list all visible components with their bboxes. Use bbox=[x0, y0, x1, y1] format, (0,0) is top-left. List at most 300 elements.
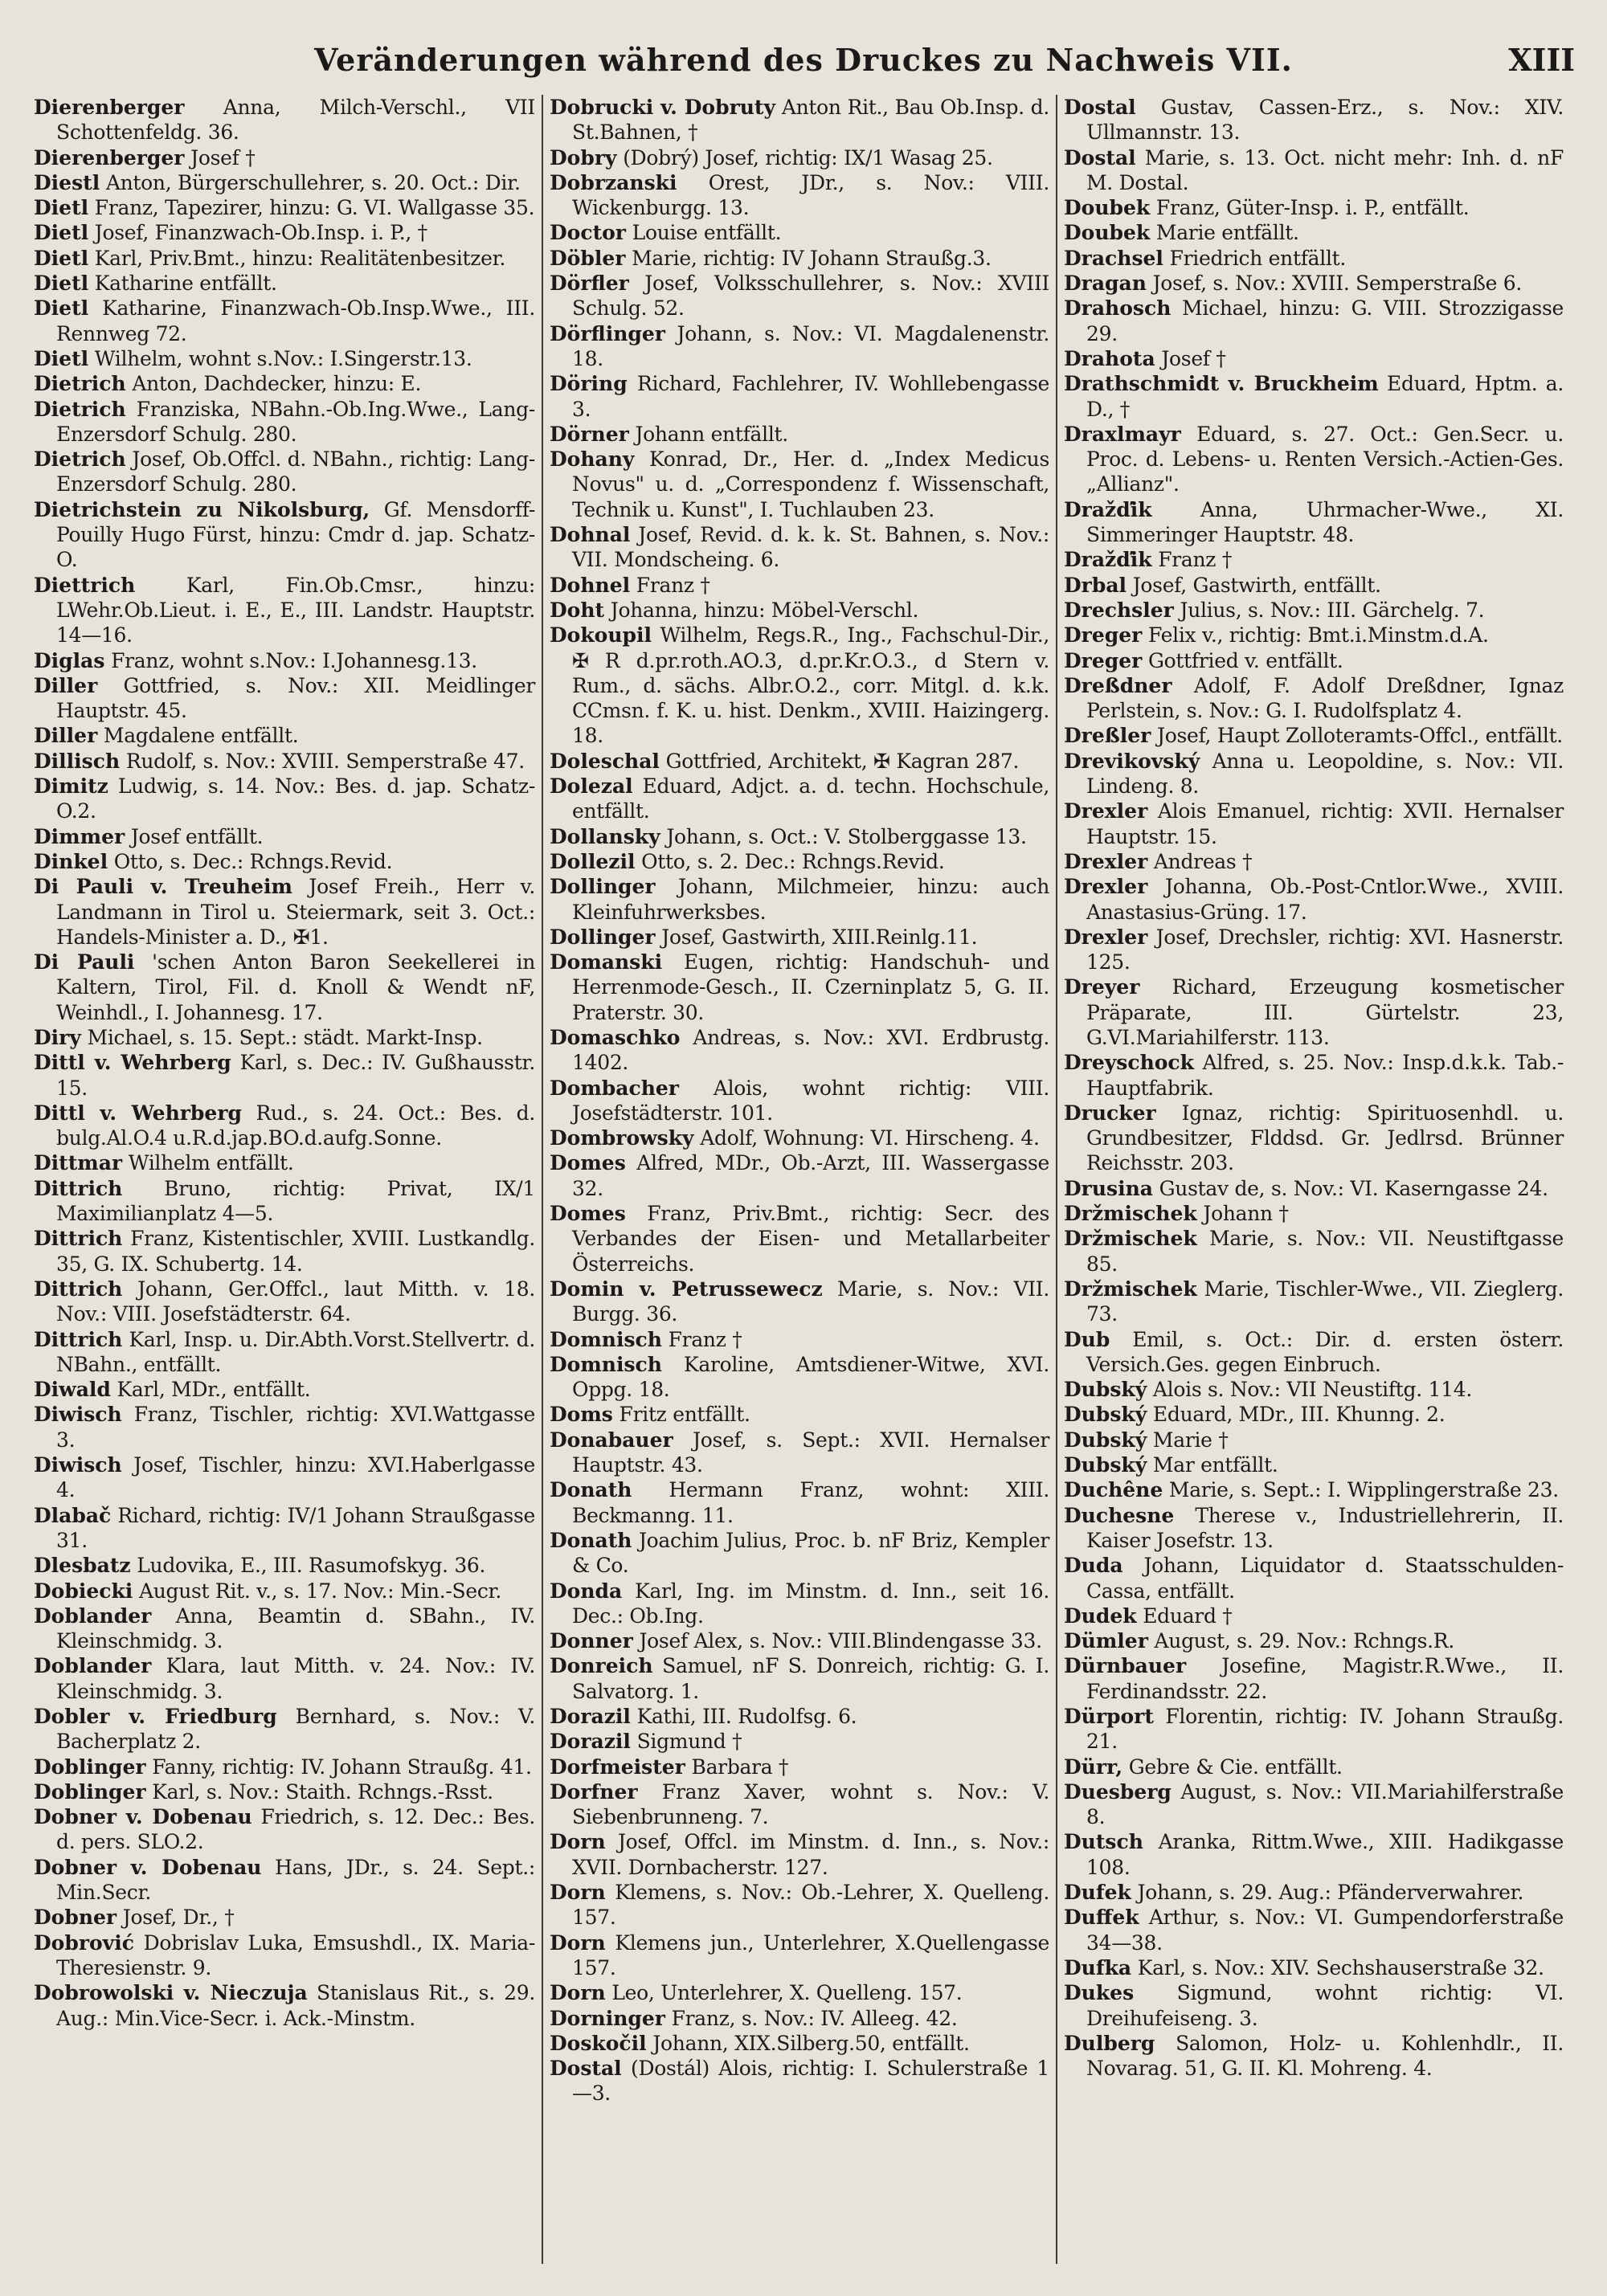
entry-details: Richard, richtig: IV/1 Johann Straußgasse 31. bbox=[56, 1503, 535, 1552]
entry-details: Sigmund, wohnt richtig: VI. Dreihufeiseng. 3. bbox=[1086, 1981, 1564, 2030]
entry-details: Orest, JDr., s. Nov.: VIII. Wickenburgg. 13. bbox=[572, 170, 1049, 220]
entry-details: (Dobrý) Josef, richtig: IX/1 Wasag 25. bbox=[623, 145, 993, 170]
entry-details: Friedrich, s. 12. Dec.: Bes. d. pers. SLO.2. bbox=[56, 1805, 535, 1854]
directory-entry bbox=[550, 1352, 1049, 1403]
entry-surname: Doblinger bbox=[34, 1755, 146, 1779]
directory-entry bbox=[34, 447, 535, 497]
entry-details: Josef Freih., Herr v. Landmann in Tirol u. Steiermark, seit 3. Oct.: Handels-Minister a. D., ✠1. bbox=[56, 875, 535, 949]
entry-details: August Rit. v., s. 17. Nov.: Min.-Secr. bbox=[138, 1579, 502, 1603]
entry-details: Anton, Bürgerschullehrer, s. 20. Oct.: Dir. bbox=[105, 170, 521, 194]
entry-details: Bruno, richtig: Privat, IX/1 Maximilianplatz 4—5. bbox=[56, 1176, 535, 1226]
entry-details: Adolf, Wohnung: VI. Hirscheng. 4. bbox=[700, 1126, 1040, 1150]
directory-entry bbox=[1064, 547, 1564, 572]
directory-entry bbox=[34, 1980, 535, 2031]
entry-details: Johann † bbox=[1203, 1202, 1289, 1226]
directory-entry bbox=[34, 497, 535, 573]
entry-surname: Drexler bbox=[1064, 799, 1148, 823]
directory-entry bbox=[550, 1126, 1049, 1150]
entry-details: (Dostál) Alois, richtig: I. Schulerstraße 1—3. bbox=[572, 2057, 1049, 2106]
entry-details: Stanislaus Rit., s. 29. Aug.: Min.Vice-Secr. i. Ack.-Minstm. bbox=[56, 1981, 535, 2030]
entry-surname: Dillisch bbox=[34, 749, 121, 773]
entry-surname: Diwisch bbox=[34, 1403, 122, 1427]
entry-surname: Dostal bbox=[550, 2057, 622, 2081]
entry-details: Wilhelm entfällt. bbox=[128, 1151, 294, 1175]
directory-entry bbox=[34, 824, 535, 849]
directory-entry bbox=[550, 1779, 1049, 1830]
directory-entry bbox=[34, 1653, 535, 1704]
entry-surname: Dietl bbox=[34, 246, 89, 270]
entry-surname: Dollezil bbox=[550, 849, 636, 873]
entry-details: Franz † bbox=[636, 573, 710, 597]
entry-details: Adolf, F. Adolf Dreßdner, Ignaz Perlstein, s. Nov.: G. I. Rudolfsplatz 4. bbox=[1086, 673, 1564, 723]
entry-details: Andreas † bbox=[1153, 849, 1253, 873]
entry-details: Florentin, richtig: IV. Johann Straußg. 21. bbox=[1086, 1705, 1564, 1754]
directory-entry bbox=[1064, 2031, 1564, 2082]
directory-entry bbox=[34, 723, 535, 748]
directory-entry bbox=[34, 1604, 535, 1654]
entry-surname: Dollinger bbox=[550, 875, 656, 899]
entry-surname: Dukes bbox=[1064, 1981, 1135, 2005]
entry-surname: Dorn bbox=[550, 1930, 606, 1955]
entry-details: Josef, Finanzwach-Ob.Insp. i. P., † bbox=[94, 221, 427, 245]
directory-entry bbox=[34, 1503, 535, 1554]
entry-surname: Domanski bbox=[550, 950, 663, 974]
entry-surname: Duchesne bbox=[1064, 1503, 1175, 1527]
directory-entry bbox=[34, 1579, 535, 1604]
entry-details: Eduard, MDr., III. Khunng. 2. bbox=[1152, 1403, 1445, 1427]
directory-entry bbox=[550, 1477, 1049, 1528]
entry-details: Alfred, s. 25. Nov.: Insp.d.k.k. Tab.-Hauptfabrik. bbox=[1086, 1051, 1564, 1100]
entry-details: Friedrich entfällt. bbox=[1169, 246, 1347, 270]
entry-details: Franz † bbox=[668, 1327, 742, 1351]
directory-entry bbox=[34, 1150, 535, 1175]
entry-details: Hans, JDr., s. 24. Sept.: Min.Secr. bbox=[56, 1855, 535, 1905]
entry-details: Mar entfällt. bbox=[1152, 1453, 1278, 1477]
entry-surname: Dobner v. Dobenau bbox=[34, 1855, 262, 1879]
entry-surname: Dufek bbox=[1064, 1881, 1131, 1905]
entry-details: Gottfried, s. Nov.: XII. Meidlinger Hauptstr. 45. bbox=[56, 673, 535, 723]
entry-surname: Domnisch bbox=[550, 1352, 662, 1376]
entry-details: Gustav, Cassen-Erz., s. Nov.: XIV. Ullmannstr. 13. bbox=[1086, 96, 1564, 145]
directory-entry bbox=[550, 1076, 1049, 1126]
directory-entry bbox=[550, 2031, 1049, 2056]
entry-surname: Dittrich bbox=[34, 1277, 123, 1301]
entry-surname: Dietl bbox=[34, 221, 89, 245]
entry-surname: Doms bbox=[550, 1403, 613, 1427]
directory-entry bbox=[1064, 1428, 1564, 1452]
entry-surname: Dufka bbox=[1064, 1955, 1132, 1979]
entry-details: Anna, Uhrmacher-Wwe., XI. Simmeringer Hauptstr. 48. bbox=[1086, 497, 1564, 547]
directory-entry bbox=[1064, 925, 1564, 975]
directory-entry bbox=[1064, 1477, 1564, 1502]
directory-entry bbox=[34, 874, 535, 950]
directory-entry bbox=[550, 1150, 1049, 1201]
entry-details: Samuel, nF S. Donreich, richtig: G. I. Salvatorg. 1. bbox=[572, 1654, 1049, 1703]
directory-entry bbox=[1064, 1050, 1564, 1101]
directory-entry bbox=[1064, 673, 1564, 724]
entry-details: Johann, Liquidator d. Staatsschulden-Cassa, entfällt. bbox=[1086, 1554, 1564, 1603]
entry-details: Franz, Tapezirer, hinzu: G. VI. Wallgasse 35. bbox=[94, 196, 535, 220]
entry-surname: Domin v. Petrussewecz bbox=[550, 1277, 823, 1301]
entry-details: Michael, s. 15. Sept.: städt. Markt-Insp. bbox=[87, 1025, 483, 1049]
entry-surname: Dorn bbox=[550, 1830, 606, 1854]
entry-details: Franz, Güter-Insp. i. P., entfällt. bbox=[1155, 196, 1470, 220]
entry-surname: Dorfmeister bbox=[550, 1755, 685, 1779]
directory-entry bbox=[1064, 648, 1564, 673]
directory-entry bbox=[1064, 1503, 1564, 1554]
directory-entry bbox=[34, 1452, 535, 1503]
entry-surname: Diwisch bbox=[34, 1453, 122, 1477]
entry-surname: Dobrowolski v. Nieczuja bbox=[34, 1981, 308, 2005]
entry-details: Karl, s. Nov.: Staith. Rchngs.-Rsst. bbox=[152, 1779, 493, 1804]
entry-surname: Drachsel bbox=[1064, 246, 1163, 270]
entry-details: Otto, s. Dec.: Rchngs.Revid. bbox=[113, 849, 393, 873]
directory-entry bbox=[550, 220, 1049, 245]
entry-details: Johann, Milchmeier, hinzu: auch Kleinfuhrwerksbes. bbox=[572, 875, 1049, 924]
entry-surname: Dlabač bbox=[34, 1503, 112, 1527]
entry-surname: Dubský bbox=[1064, 1453, 1147, 1477]
entry-surname: Dreßdner bbox=[1064, 673, 1172, 697]
directory-entry bbox=[1064, 874, 1564, 925]
directory-entry bbox=[550, 1201, 1049, 1277]
entry-details: Johanna, Ob.-Post-Cntlor.Wwe., XVIII. Anastasius-Grüng. 17. bbox=[1086, 875, 1564, 924]
directory-entry bbox=[550, 2056, 1049, 2106]
entry-details: Karl, Fin.Ob.Cmsr., hinzu: LWehr.Ob.Lieut. i. E., E., III. Landstr. Hauptstr. 14—16. bbox=[56, 573, 536, 648]
directory-entry bbox=[550, 1930, 1049, 1981]
entry-details: Katharine entfällt. bbox=[94, 272, 277, 296]
directory-entry bbox=[34, 849, 535, 874]
directory-entry bbox=[1064, 749, 1564, 799]
entry-surname: Doht bbox=[550, 598, 605, 622]
directory-entry bbox=[550, 1755, 1049, 1779]
entry-surname: Dürnbauer bbox=[1064, 1654, 1187, 1678]
directory-entry bbox=[550, 371, 1049, 422]
entry-details: Josef, Haupt Zolloteramts-Offcl., entfällt. bbox=[1156, 724, 1563, 748]
entry-surname: Donreich bbox=[550, 1654, 653, 1678]
entry-details: Arthur, s. Nov.: VI. Gumpendorferstraße 34—38. bbox=[1086, 1906, 1564, 1955]
entry-surname: Dražďik bbox=[1064, 548, 1152, 572]
directory-entry bbox=[550, 2006, 1049, 2031]
entry-details: Karl, Ing. im Minstm. d. Inn., seit 16. Dec.: Ob.Ing. bbox=[572, 1579, 1049, 1628]
entry-details: Aranka, Rittm.Wwe., XIII. Hadikgasse 108. bbox=[1086, 1830, 1564, 1879]
directory-entry bbox=[550, 598, 1049, 623]
entry-surname: Drexler bbox=[1064, 849, 1148, 873]
directory-entry bbox=[550, 522, 1049, 573]
entry-surname: Drexler bbox=[1064, 925, 1148, 949]
directory-entry bbox=[550, 1327, 1049, 1352]
entry-details: Andreas, s. Nov.: XVI. Erdbrustg. 1402. bbox=[572, 1025, 1049, 1075]
entry-details: Franz, Priv.Bmt., richtig: Secr. des Verbandes der Eisen- und Metallarbeiter Österreichs. bbox=[572, 1202, 1049, 1276]
directory-entry bbox=[34, 145, 535, 170]
entry-surname: Dietrich bbox=[34, 397, 126, 421]
entry-surname: Dierenberger bbox=[34, 145, 185, 170]
directory-entry bbox=[550, 925, 1049, 950]
entry-surname: Dobrović bbox=[34, 1930, 134, 1955]
entry-details: Rud., s. 24. Oct.: Bes. d. bulg.Al.O.4 u.R.d.jap.BO.d.aufg.Sonne. bbox=[56, 1101, 535, 1150]
entry-details: Dobrislav Luka, Emsushdl., IX. Maria-Theresienstr. 9. bbox=[56, 1930, 536, 1979]
directory-entry bbox=[1064, 422, 1564, 497]
entry-surname: Dobiecki bbox=[34, 1579, 133, 1603]
directory-entry bbox=[1064, 371, 1564, 422]
directory-entry bbox=[1064, 1226, 1564, 1277]
entry-surname: Dreger bbox=[1064, 648, 1143, 672]
directory-entry bbox=[1064, 1653, 1564, 1704]
entry-surname: Dimmer bbox=[34, 824, 125, 848]
directory-entry bbox=[34, 1101, 535, 1151]
entry-surname: Dolezal bbox=[550, 774, 633, 799]
directory-entry bbox=[1064, 1327, 1564, 1378]
entry-details: Johann, Ger.Offcl., laut Mitth. v. 18. Nov.: VIII. Josefstädterstr. 64. bbox=[56, 1277, 535, 1326]
directory-entry bbox=[34, 573, 535, 648]
entry-surname: Draxlmayr bbox=[1064, 422, 1181, 446]
entry-details: Sigmund † bbox=[636, 1730, 742, 1754]
entry-surname: Dietrich bbox=[34, 372, 126, 396]
directory-entry bbox=[550, 849, 1049, 874]
directory-entry bbox=[34, 1176, 535, 1227]
entry-details: Fritz entfällt. bbox=[619, 1403, 750, 1427]
entry-surname: Dorn bbox=[550, 1981, 606, 2005]
entry-details: Emil, s. Oct.: Dir. d. ersten österr. Versich.Ges. gegen Einbruch. bbox=[1086, 1327, 1564, 1376]
directory-entry bbox=[34, 220, 535, 245]
directory-entry bbox=[1064, 1101, 1564, 1176]
directory-entry bbox=[34, 1327, 535, 1378]
entry-surname: Drechsler bbox=[1064, 598, 1174, 622]
entry-details: Franz † bbox=[1158, 548, 1233, 572]
directory-entry bbox=[34, 1050, 535, 1101]
directory-entry bbox=[34, 371, 535, 396]
directory-entry bbox=[34, 397, 535, 447]
directory-entry bbox=[1064, 623, 1564, 648]
entry-surname: Dombrowsky bbox=[550, 1126, 694, 1150]
directory-entry bbox=[34, 1905, 535, 1930]
directory-entry bbox=[1064, 1704, 1564, 1755]
entry-surname: Dürport bbox=[1064, 1705, 1154, 1728]
entry-details: Josef entfällt. bbox=[130, 824, 264, 848]
column-3 bbox=[1056, 95, 1570, 2264]
entry-details: Gf. Mensdorff-Pouilly Hugo Fürst, hinzu: Cmdr d. jap. Schatz-O. bbox=[56, 497, 535, 572]
entry-surname: Donabauer bbox=[550, 1428, 673, 1452]
entry-surname: Dörfler bbox=[550, 272, 629, 296]
directory-entry bbox=[34, 1779, 535, 1804]
entry-details: Eduard, s. 27. Oct.: Gen.Secr. u. Proc. d. Lebens- u. Renten Versich.-Actien-Ges. „Allianz". bbox=[1086, 422, 1564, 496]
directory-entry bbox=[1064, 573, 1564, 598]
entry-details: Leo, Unterlehrer, X. Quelleng. 157. bbox=[611, 1981, 963, 2005]
entry-surname: Di Pauli v. Treuheim bbox=[34, 875, 292, 899]
entry-details: Barbara † bbox=[691, 1755, 789, 1779]
directory-entry bbox=[1064, 1829, 1564, 1880]
entry-surname: Dražďik bbox=[1064, 497, 1152, 521]
entry-surname: Dürr, bbox=[1064, 1755, 1123, 1779]
entry-details: Johann, s. Nov.: VI. Magdalenenstr. 18. bbox=[572, 321, 1049, 370]
entry-details: Josef, Gastwirth, XIII.Reinlg.11. bbox=[661, 925, 978, 949]
entry-details: Marie, s. Sept.: I. Wipplingerstraße 23. bbox=[1168, 1478, 1559, 1502]
entry-surname: Doblinger bbox=[34, 1779, 146, 1804]
directory-entry bbox=[34, 749, 535, 774]
directory-entry bbox=[34, 950, 535, 1025]
directory-entry bbox=[1064, 346, 1564, 371]
entry-surname: Dümler bbox=[1064, 1629, 1148, 1653]
directory-entry bbox=[34, 1704, 535, 1755]
entry-surname: Dittrich bbox=[34, 1176, 123, 1200]
entry-surname: Doctor bbox=[550, 221, 626, 245]
entry-surname: Dragan bbox=[1064, 272, 1147, 296]
entry-details: Louise entfällt. bbox=[632, 221, 782, 245]
entry-surname: Dietrichstein zu Nikolsburg, bbox=[34, 497, 370, 521]
directory-entry bbox=[550, 271, 1049, 321]
entry-surname: Drevikovský bbox=[1064, 749, 1200, 773]
entry-details: Marie, s. Nov.: VII. Neustiftgasse 85. bbox=[1086, 1227, 1564, 1276]
directory-entry bbox=[34, 195, 535, 220]
entry-details: 'schen Anton Baron Seekellerei in Kaltern, Tirol, Fil. d. Knoll & Wendt nF, Weinhdl., I. Johannesg. 17. bbox=[56, 950, 535, 1024]
entry-details: Marie, Tischler-Wwe., VII. Zieglerg. 73. bbox=[1086, 1277, 1564, 1326]
directory-entry bbox=[550, 623, 1049, 748]
entry-surname: Dorninger bbox=[550, 2006, 665, 2030]
entry-details: Josef † bbox=[1161, 346, 1226, 370]
directory-entry bbox=[1064, 296, 1564, 346]
entry-surname: Dobrucki v. Dobruty bbox=[550, 96, 776, 119]
entry-details: Klemens, s. Nov.: Ob.-Lehrer, X. Quelleng. 157. bbox=[572, 1881, 1049, 1930]
directory-entry bbox=[34, 1402, 535, 1452]
entry-surname: Dietl bbox=[34, 296, 89, 321]
entry-surname: Dudek bbox=[1064, 1604, 1137, 1628]
entry-details: Josef, Volksschullehrer, s. Nov.: XVIII Schulg. 52. bbox=[572, 272, 1049, 321]
directory-entry bbox=[34, 296, 535, 346]
entry-details: Josef, s. Nov.: XVIII. Semperstraße 6. bbox=[1152, 272, 1523, 296]
directory-entry bbox=[550, 1277, 1049, 1327]
entry-surname: Dietl bbox=[34, 272, 89, 296]
directory-entry bbox=[34, 271, 535, 296]
directory-entry bbox=[550, 246, 1049, 271]
entry-surname: Držmischek bbox=[1064, 1227, 1197, 1251]
page-title: Veränderungen während des Druckes zu Nachweis VII. bbox=[314, 42, 1293, 78]
entry-surname: Dobner v. Dobenau bbox=[34, 1805, 252, 1829]
entry-surname: Dohany bbox=[550, 447, 635, 472]
entry-details: Franz, Kistentischler, XVIII. Lustkandlg. 35, G. IX. Schubertg. 14. bbox=[56, 1227, 535, 1276]
entry-details: Anna, Beamtin d. SBahn., IV. Kleinschmidg. 3. bbox=[56, 1604, 535, 1653]
entry-surname: Dorazil bbox=[550, 1705, 631, 1728]
directory-entry bbox=[1064, 1980, 1564, 2031]
entry-surname: Diettrich bbox=[34, 573, 136, 597]
entry-surname: Dubský bbox=[1064, 1428, 1147, 1452]
directory-entry bbox=[550, 95, 1049, 145]
entry-surname: Donath bbox=[550, 1528, 632, 1552]
entry-surname: Drathschmidt v. Bruckheim bbox=[1064, 372, 1379, 396]
entry-surname: Drahota bbox=[1064, 346, 1155, 370]
entry-surname: Dreyschock bbox=[1064, 1051, 1194, 1075]
entry-details: Katharine, Finanzwach-Ob.Insp.Wwe., III. Rennweg 72. bbox=[56, 296, 535, 345]
entry-details: Josefine, Magistr.R.Wwe., II. Ferdinandsstr. 22. bbox=[1086, 1654, 1564, 1703]
entry-surname: Dietrich bbox=[34, 447, 126, 472]
entry-surname: Dittrich bbox=[34, 1327, 123, 1351]
directory-entry bbox=[550, 1528, 1049, 1579]
entry-details: Ignaz, richtig: Spirituosenhdl. u. Grundbesitzer, Flddsd. Gr. Jedlrsd. Brünner Reichsstr. 203. bbox=[1086, 1101, 1564, 1175]
directory-entry bbox=[550, 170, 1049, 221]
directory-entry bbox=[550, 573, 1049, 598]
entry-details: Franz Xaver, wohnt s. Nov.: V. Siebenbrunneng. 7. bbox=[572, 1779, 1049, 1829]
entry-surname: Doleschal bbox=[550, 749, 660, 773]
directory-entry bbox=[550, 824, 1049, 849]
entry-surname: Doblander bbox=[34, 1604, 152, 1628]
entry-surname: Drbal bbox=[1064, 573, 1127, 597]
entry-details: Julius, s. Nov.: III. Gärchelg. 7. bbox=[1180, 598, 1485, 622]
directory-entry bbox=[550, 422, 1049, 447]
entry-surname: Dlesbatz bbox=[34, 1554, 131, 1578]
entry-surname: Donner bbox=[550, 1629, 633, 1653]
directory-entry bbox=[34, 1025, 535, 1050]
directory-entry bbox=[34, 170, 535, 195]
entry-surname: Duchêne bbox=[1064, 1478, 1163, 1502]
directory-entry bbox=[550, 1025, 1049, 1076]
entry-surname: Duesberg bbox=[1064, 1779, 1172, 1804]
entry-surname: Dittrich bbox=[34, 1227, 123, 1251]
entry-surname: Dittmar bbox=[34, 1151, 123, 1175]
entry-details: Gustav de, s. Nov.: VI. Kaserngasse 24. bbox=[1159, 1176, 1548, 1200]
entry-details: Anton, Dachdecker, hinzu: E. bbox=[132, 372, 422, 396]
directory-entry bbox=[550, 1704, 1049, 1729]
entry-details: Gottfried v. entfällt. bbox=[1147, 648, 1343, 672]
entry-details: Konrad, Dr., Her. d. „Index Medicus Novus" u. d. „Correspondenz f. Wissenschaft, Technik u. Kunst", I. Tuchlauben 23. bbox=[572, 447, 1049, 521]
entry-details: Felix v., richtig: Bmt.i.Minstm.d.A. bbox=[1147, 623, 1489, 648]
entry-surname: Donda bbox=[550, 1579, 623, 1603]
directory-entry bbox=[1064, 1377, 1564, 1402]
entry-surname: Dobler v. Friedburg bbox=[34, 1705, 277, 1728]
entry-details: Josef, s. Sept.: XVII. Hernalser Hauptstr. 43. bbox=[572, 1428, 1049, 1477]
column-1 bbox=[27, 95, 542, 2264]
entry-surname: Drexler bbox=[1064, 875, 1148, 899]
directory-entry bbox=[1064, 497, 1564, 548]
directory-entry bbox=[34, 346, 535, 371]
entry-details: Eduard, Hptm. a. D., † bbox=[1086, 372, 1564, 421]
directory-entry bbox=[1064, 849, 1564, 874]
entry-details: Anton Rit., Bau Ob.Insp. d. St.Bahnen, † bbox=[572, 96, 1049, 145]
entry-surname: Diwald bbox=[34, 1378, 111, 1402]
entry-surname: Dittl v. Wehrberg bbox=[34, 1101, 242, 1125]
entry-details: August, s. Nov.: VII.Mariahilferstraße 8. bbox=[1086, 1779, 1564, 1829]
entry-details: Ludovika, E., III. Rasumofskyg. 36. bbox=[137, 1554, 486, 1578]
directory-entry bbox=[550, 1628, 1049, 1653]
entry-surname: Dohnal bbox=[550, 523, 631, 547]
entry-surname: Duda bbox=[1064, 1554, 1123, 1578]
entry-details: Klemens jun., Unterlehrer, X.Quellengasse 157. bbox=[572, 1930, 1049, 1979]
entry-surname: Dierenberger bbox=[34, 96, 185, 119]
entry-details: Johann, s. Oct.: V. Stolberggasse 13. bbox=[666, 824, 1027, 848]
page-header bbox=[32, 42, 1575, 82]
entry-surname: Dörner bbox=[550, 422, 629, 446]
entry-details: Josef, Dr., † bbox=[122, 1906, 235, 1930]
directory-entry bbox=[1064, 95, 1564, 145]
entry-surname: Dorazil bbox=[550, 1730, 631, 1754]
entry-surname: Dollinger bbox=[550, 925, 656, 949]
entry-details: Alois s. Nov.: VII Neustiftg. 114. bbox=[1152, 1378, 1472, 1402]
entry-details: Karl, s. Dec.: IV. Gußhausstr. 15. bbox=[56, 1051, 535, 1100]
entry-details: Johann, s. 29. Aug.: Pfänderverwahrer. bbox=[1137, 1881, 1524, 1905]
entry-surname: Domnisch bbox=[550, 1327, 662, 1351]
entry-details: Anna u. Leopoldine, s. Nov.: VII. Lindeng. 8. bbox=[1086, 749, 1564, 799]
entry-surname: Dreßler bbox=[1064, 724, 1151, 748]
directory-entry bbox=[550, 447, 1049, 522]
entry-surname: Duffek bbox=[1064, 1906, 1139, 1930]
entry-surname: Drucker bbox=[1064, 1101, 1156, 1125]
entry-surname: Domes bbox=[550, 1151, 626, 1175]
entry-surname: Dubský bbox=[1064, 1378, 1147, 1402]
entry-details: Klara, laut Mitth. v. 24. Nov.: IV. Kleinschmidg. 3. bbox=[56, 1654, 535, 1703]
entry-surname: Dinkel bbox=[34, 849, 108, 873]
entry-details: Alois Emanuel, richtig: XVII. Hernalser Hauptstr. 15. bbox=[1086, 799, 1564, 848]
entry-surname: Di Pauli bbox=[34, 950, 135, 974]
entry-surname: Döbler bbox=[550, 246, 626, 270]
entry-details: Johanna, hinzu: Möbel-Verschl. bbox=[610, 598, 919, 622]
entry-details: Wilhelm, Regs.R., Ing., Fachschul-Dir., ✠ R d.pr.roth.AO.3, d.pr.Kr.O.3., d Stern v. Rum., d. sächs. Albr.O.2., corr. Mitgl. d. k.k. CCmsn. f. K. u. hist. Denkm., XVIII. Haizingerg. 18. bbox=[572, 623, 1049, 748]
